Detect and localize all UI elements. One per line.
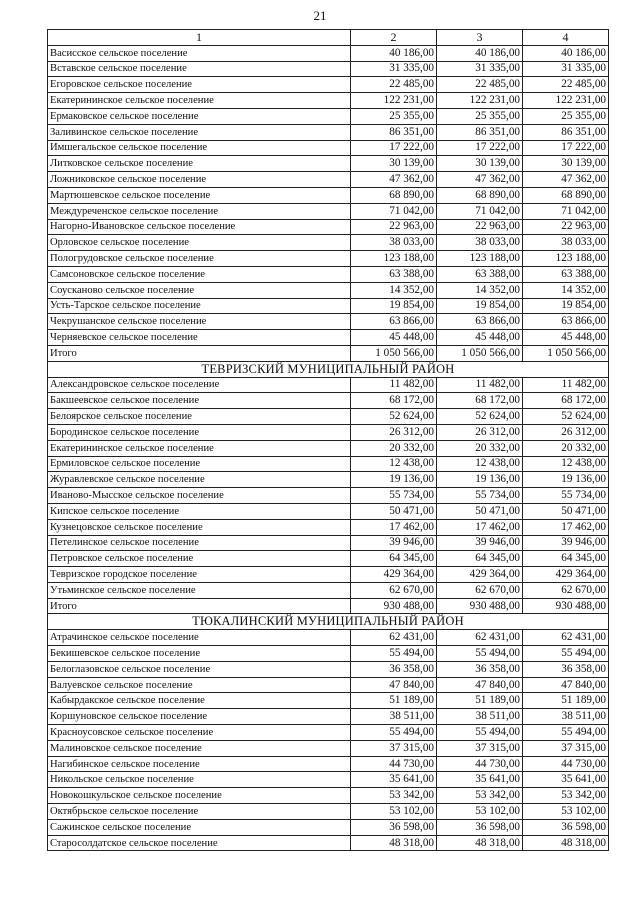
settlement-name: Валуевское сельское поселение — [48, 677, 351, 693]
amount-col-2: 52 624,00 — [351, 409, 437, 425]
settlement-name: Петровское сельское поселение — [48, 551, 351, 567]
settlement-name: Соусканово сельское поселение — [48, 282, 351, 298]
amount-col-4: 37 315,00 — [523, 740, 609, 756]
amount-col-3: 20 332,00 — [437, 440, 523, 456]
amount-col-2: 64 345,00 — [351, 551, 437, 567]
table-row — [48, 756, 609, 772]
amount-col-4: 123 188,00 — [523, 251, 609, 267]
table-row — [48, 235, 609, 251]
amount-col-4: 47 362,00 — [523, 172, 609, 188]
settlement-name: Кипское сельское поселение — [48, 503, 351, 519]
amount-col-4: 62 670,00 — [523, 582, 609, 598]
table-row — [48, 582, 609, 598]
amount-col-3: 38 033,00 — [437, 235, 523, 251]
amount-col-4: 63 866,00 — [523, 314, 609, 330]
amount-col-3: 38 511,00 — [437, 709, 523, 725]
table-body — [48, 30, 609, 851]
amount-col-2: 53 102,00 — [351, 804, 437, 820]
amount-col-2: 36 358,00 — [351, 661, 437, 677]
amount-col-3: 53 342,00 — [437, 788, 523, 804]
table-row — [48, 409, 609, 425]
settlement-name: Бекишевское сельское поселение — [48, 646, 351, 662]
table-row — [48, 551, 609, 567]
amount-col-3: 17 222,00 — [437, 140, 523, 156]
amount-col-4: 14 352,00 — [523, 282, 609, 298]
amount-col-3: 63 388,00 — [437, 266, 523, 282]
column-header-4: 4 — [523, 30, 609, 46]
table-row — [48, 266, 609, 282]
amount-col-3: 71 042,00 — [437, 203, 523, 219]
amount-col-3: 62 670,00 — [437, 582, 523, 598]
settlement-name: Бородинское сельское поселение — [48, 424, 351, 440]
amount-col-2: 17 462,00 — [351, 519, 437, 535]
settlement-name: Итого — [48, 345, 351, 361]
table-row — [48, 345, 609, 361]
table-row — [48, 677, 609, 693]
amount-col-3: 25 355,00 — [437, 108, 523, 124]
settlement-name: Коршуновское сельское поселение — [48, 709, 351, 725]
amount-col-2: 62 431,00 — [351, 630, 437, 646]
table-row — [48, 772, 609, 788]
table-row — [48, 251, 609, 267]
amount-col-4: 20 332,00 — [523, 440, 609, 456]
amount-col-4: 31 335,00 — [523, 61, 609, 77]
table-row — [48, 156, 609, 172]
amount-col-3: 47 840,00 — [437, 677, 523, 693]
settlement-name: Васисское сельское поселение — [48, 45, 351, 61]
amount-col-2: 35 641,00 — [351, 772, 437, 788]
table-row — [48, 804, 609, 820]
amount-col-2: 53 342,00 — [351, 788, 437, 804]
table-row — [48, 93, 609, 109]
settlement-name: Чекрушанское сельское поселение — [48, 314, 351, 330]
amount-col-4: 22 963,00 — [523, 219, 609, 235]
amount-col-4: 55 734,00 — [523, 488, 609, 504]
settlement-name: Иваново-Мысское сельское поселение — [48, 488, 351, 504]
settlement-name: Белоглазовское сельское поселение — [48, 661, 351, 677]
settlement-name: Никольское сельское поселение — [48, 772, 351, 788]
settlement-name: Заливинское сельское поселение — [48, 124, 351, 140]
amount-col-3: 36 598,00 — [437, 819, 523, 835]
amount-col-2: 38 033,00 — [351, 235, 437, 251]
amount-col-3: 68 172,00 — [437, 393, 523, 409]
amount-col-4: 40 186,00 — [523, 45, 609, 61]
settlement-name: Междуреченское сельское поселение — [48, 203, 351, 219]
amount-col-4: 71 042,00 — [523, 203, 609, 219]
table-row — [48, 440, 609, 456]
amount-col-4: 122 231,00 — [523, 93, 609, 109]
table-row — [48, 661, 609, 677]
amount-col-4: 25 355,00 — [523, 108, 609, 124]
amount-col-4: 55 494,00 — [523, 646, 609, 662]
amount-col-2: 31 335,00 — [351, 61, 437, 77]
amount-col-4: 429 364,00 — [523, 567, 609, 583]
amount-col-2: 48 318,00 — [351, 835, 437, 851]
settlement-name: Егоровское сельское поселение — [48, 77, 351, 93]
amount-col-3: 930 488,00 — [437, 598, 523, 614]
column-header-3: 3 — [437, 30, 523, 46]
settlement-name: Бакшеевское сельское поселение — [48, 393, 351, 409]
settlement-name: Октябрьское сельское поселение — [48, 804, 351, 820]
table-row — [48, 819, 609, 835]
amount-col-3: 53 102,00 — [437, 804, 523, 820]
settlement-name: Нагибинское сельское поселение — [48, 756, 351, 772]
amount-col-4: 50 471,00 — [523, 503, 609, 519]
amount-col-2: 26 312,00 — [351, 424, 437, 440]
page-number: 21 — [313, 8, 327, 23]
amount-col-4: 36 358,00 — [523, 661, 609, 677]
amount-col-3: 12 438,00 — [437, 456, 523, 472]
amount-col-2: 19 854,00 — [351, 298, 437, 314]
settlement-name: Сажинское сельское поселение — [48, 819, 351, 835]
amount-col-3: 39 946,00 — [437, 535, 523, 551]
amount-col-3: 68 890,00 — [437, 187, 523, 203]
settlement-name: Тевризское городское поселение — [48, 567, 351, 583]
settlement-name: Самсоновское сельское поселение — [48, 266, 351, 282]
settlement-name: Новокошкульское сельское поселение — [48, 788, 351, 804]
amount-col-2: 30 139,00 — [351, 156, 437, 172]
amount-col-4: 30 139,00 — [523, 156, 609, 172]
amount-col-3: 51 189,00 — [437, 693, 523, 709]
amount-col-2: 47 840,00 — [351, 677, 437, 693]
table-row — [48, 314, 609, 330]
amount-col-4: 64 345,00 — [523, 551, 609, 567]
amount-col-2: 50 471,00 — [351, 503, 437, 519]
settlement-name: Кабырдакское сельское поселение — [48, 693, 351, 709]
district-title: ТЕВРИЗСКИЙ МУНИЦИПАЛЬНЫЙ РАЙОН — [48, 361, 609, 377]
table-row — [48, 567, 609, 583]
settlement-name: Ложниковское сельское поселение — [48, 172, 351, 188]
amount-col-3: 55 734,00 — [437, 488, 523, 504]
settlement-name: Малиновское сельское поселение — [48, 740, 351, 756]
settlement-name: Вставское сельское поселение — [48, 61, 351, 77]
amount-col-2: 62 670,00 — [351, 582, 437, 598]
amount-col-3: 19 136,00 — [437, 472, 523, 488]
amount-col-3: 30 139,00 — [437, 156, 523, 172]
amount-col-4: 11 482,00 — [523, 377, 609, 393]
table-row — [48, 519, 609, 535]
table-row — [48, 788, 609, 804]
settlement-name: Александровское сельское поселение — [48, 377, 351, 393]
settlement-name: Пологрудовское сельское поселение — [48, 251, 351, 267]
settlement-name: Утьминское сельское поселение — [48, 582, 351, 598]
amount-col-2: 86 351,00 — [351, 124, 437, 140]
amount-col-2: 63 866,00 — [351, 314, 437, 330]
amount-col-4: 35 641,00 — [523, 772, 609, 788]
amount-col-3: 55 494,00 — [437, 646, 523, 662]
table-row — [48, 330, 609, 346]
amount-col-2: 47 362,00 — [351, 172, 437, 188]
amount-col-2: 22 963,00 — [351, 219, 437, 235]
amount-col-3: 36 358,00 — [437, 661, 523, 677]
amount-col-3: 55 494,00 — [437, 725, 523, 741]
amount-col-4: 62 431,00 — [523, 630, 609, 646]
amount-col-2: 51 189,00 — [351, 693, 437, 709]
amount-col-3: 86 351,00 — [437, 124, 523, 140]
settlement-name: Литковское сельское поселение — [48, 156, 351, 172]
table-row — [48, 693, 609, 709]
table-row — [48, 835, 609, 851]
amount-col-3: 429 364,00 — [437, 567, 523, 583]
amount-col-2: 123 188,00 — [351, 251, 437, 267]
settlement-name: Журавлевское сельское поселение — [48, 472, 351, 488]
amount-col-3: 123 188,00 — [437, 251, 523, 267]
column-header-2: 2 — [351, 30, 437, 46]
amount-col-2: 12 438,00 — [351, 456, 437, 472]
table-row — [48, 140, 609, 156]
amount-col-4: 36 598,00 — [523, 819, 609, 835]
amount-col-4: 26 312,00 — [523, 424, 609, 440]
amount-col-4: 53 102,00 — [523, 804, 609, 820]
amount-col-3: 62 431,00 — [437, 630, 523, 646]
amount-col-4: 48 318,00 — [523, 835, 609, 851]
table-row — [48, 219, 609, 235]
settlement-name: Ермиловское сельское поселение — [48, 456, 351, 472]
amount-col-4: 930 488,00 — [523, 598, 609, 614]
amount-col-2: 25 355,00 — [351, 108, 437, 124]
table-row — [48, 709, 609, 725]
amount-col-2: 36 598,00 — [351, 819, 437, 835]
amount-col-4: 17 462,00 — [523, 519, 609, 535]
amount-col-3: 48 318,00 — [437, 835, 523, 851]
amount-col-3: 47 362,00 — [437, 172, 523, 188]
table-row — [48, 630, 609, 646]
amount-col-3: 52 624,00 — [437, 409, 523, 425]
amount-col-3: 50 471,00 — [437, 503, 523, 519]
settlement-name: Старосолдатское сельское поселение — [48, 835, 351, 851]
amount-col-2: 44 730,00 — [351, 756, 437, 772]
amount-col-2: 63 388,00 — [351, 266, 437, 282]
amount-col-3: 122 231,00 — [437, 93, 523, 109]
table-row — [48, 598, 609, 614]
amount-col-2: 429 364,00 — [351, 567, 437, 583]
table-row — [48, 45, 609, 61]
amount-col-3: 40 186,00 — [437, 45, 523, 61]
table-row — [48, 172, 609, 188]
settlement-name: Кузнецовское сельское поселение — [48, 519, 351, 535]
amount-col-2: 930 488,00 — [351, 598, 437, 614]
table-row — [48, 646, 609, 662]
table-row — [48, 187, 609, 203]
amount-col-2: 55 494,00 — [351, 646, 437, 662]
amount-col-4: 63 388,00 — [523, 266, 609, 282]
settlement-name: Красноусовское сельское поселение — [48, 725, 351, 741]
settlement-name: Белоярское сельское поселение — [48, 409, 351, 425]
amount-col-2: 38 511,00 — [351, 709, 437, 725]
amount-col-2: 55 494,00 — [351, 725, 437, 741]
table-header-row — [48, 30, 609, 46]
amount-col-3: 26 312,00 — [437, 424, 523, 440]
table-row — [48, 61, 609, 77]
settlement-name: Имшегальское сельское поселение — [48, 140, 351, 156]
amount-col-3: 35 641,00 — [437, 772, 523, 788]
amount-col-2: 19 136,00 — [351, 472, 437, 488]
amount-col-3: 22 963,00 — [437, 219, 523, 235]
amount-col-2: 17 222,00 — [351, 140, 437, 156]
amount-col-4: 68 890,00 — [523, 187, 609, 203]
district-title: ТЮКАЛИНСКИЙ МУНИЦИПАЛЬНЫЙ РАЙОН — [48, 614, 609, 630]
amount-col-2: 14 352,00 — [351, 282, 437, 298]
table-row — [48, 77, 609, 93]
district-section-row — [48, 361, 609, 377]
amount-col-4: 22 485,00 — [523, 77, 609, 93]
settlement-name: Мартюшевское сельское поселение — [48, 187, 351, 203]
amount-col-4: 1 050 566,00 — [523, 345, 609, 361]
amount-col-4: 45 448,00 — [523, 330, 609, 346]
settlement-name: Атрачинское сельское поселение — [48, 630, 351, 646]
table-row — [48, 740, 609, 756]
amount-col-4: 68 172,00 — [523, 393, 609, 409]
table-row — [48, 503, 609, 519]
amount-col-3: 64 345,00 — [437, 551, 523, 567]
amount-col-4: 19 854,00 — [523, 298, 609, 314]
amount-col-2: 40 186,00 — [351, 45, 437, 61]
settlement-name: Екатерининское сельское поселение — [48, 93, 351, 109]
settlement-name: Черняевское сельское поселение — [48, 330, 351, 346]
amount-col-3: 37 315,00 — [437, 740, 523, 756]
amount-col-3: 45 448,00 — [437, 330, 523, 346]
settlement-name: Усть-Тарское сельское поселение — [48, 298, 351, 314]
allocation-table — [47, 29, 609, 851]
amount-col-3: 17 462,00 — [437, 519, 523, 535]
table-row — [48, 108, 609, 124]
settlement-name: Орловское сельское поселение — [48, 235, 351, 251]
column-header-1: 1 — [48, 30, 351, 46]
amount-col-3: 1 050 566,00 — [437, 345, 523, 361]
settlement-name: Итого — [48, 598, 351, 614]
amount-col-3: 19 854,00 — [437, 298, 523, 314]
table-row — [48, 124, 609, 140]
table-row — [48, 488, 609, 504]
amount-col-2: 68 890,00 — [351, 187, 437, 203]
settlement-name: Нагорно-Ивановское сельское поселение — [48, 219, 351, 235]
amount-col-4: 55 494,00 — [523, 725, 609, 741]
table-row — [48, 456, 609, 472]
amount-col-2: 55 734,00 — [351, 488, 437, 504]
table-row — [48, 298, 609, 314]
amount-col-3: 31 335,00 — [437, 61, 523, 77]
amount-col-4: 44 730,00 — [523, 756, 609, 772]
settlement-name: Ермаковское сельское поселение — [48, 108, 351, 124]
amount-col-2: 20 332,00 — [351, 440, 437, 456]
amount-col-2: 37 315,00 — [351, 740, 437, 756]
table-row — [48, 393, 609, 409]
amount-col-3: 63 866,00 — [437, 314, 523, 330]
table-row — [48, 725, 609, 741]
amount-col-2: 71 042,00 — [351, 203, 437, 219]
amount-col-4: 38 511,00 — [523, 709, 609, 725]
table-row — [48, 472, 609, 488]
amount-col-4: 19 136,00 — [523, 472, 609, 488]
table-row — [48, 377, 609, 393]
table-row — [48, 203, 609, 219]
amount-col-4: 52 624,00 — [523, 409, 609, 425]
amount-col-3: 11 482,00 — [437, 377, 523, 393]
amount-col-4: 38 033,00 — [523, 235, 609, 251]
amount-col-4: 53 342,00 — [523, 788, 609, 804]
amount-col-4: 86 351,00 — [523, 124, 609, 140]
amount-col-3: 44 730,00 — [437, 756, 523, 772]
amount-col-2: 22 485,00 — [351, 77, 437, 93]
amount-col-2: 68 172,00 — [351, 393, 437, 409]
amount-col-2: 39 946,00 — [351, 535, 437, 551]
amount-col-4: 12 438,00 — [523, 456, 609, 472]
amount-col-3: 14 352,00 — [437, 282, 523, 298]
amount-col-2: 122 231,00 — [351, 93, 437, 109]
amount-col-4: 51 189,00 — [523, 693, 609, 709]
district-section-row — [48, 614, 609, 630]
amount-col-2: 45 448,00 — [351, 330, 437, 346]
settlement-name: Екатерининское сельское поселение — [48, 440, 351, 456]
amount-col-4: 47 840,00 — [523, 677, 609, 693]
table-row — [48, 424, 609, 440]
settlement-name: Петелинское сельское поселение — [48, 535, 351, 551]
amount-col-2: 11 482,00 — [351, 377, 437, 393]
amount-col-3: 22 485,00 — [437, 77, 523, 93]
amount-col-2: 1 050 566,00 — [351, 345, 437, 361]
amount-col-4: 39 946,00 — [523, 535, 609, 551]
amount-col-4: 17 222,00 — [523, 140, 609, 156]
table-row — [48, 282, 609, 298]
table-row — [48, 535, 609, 551]
